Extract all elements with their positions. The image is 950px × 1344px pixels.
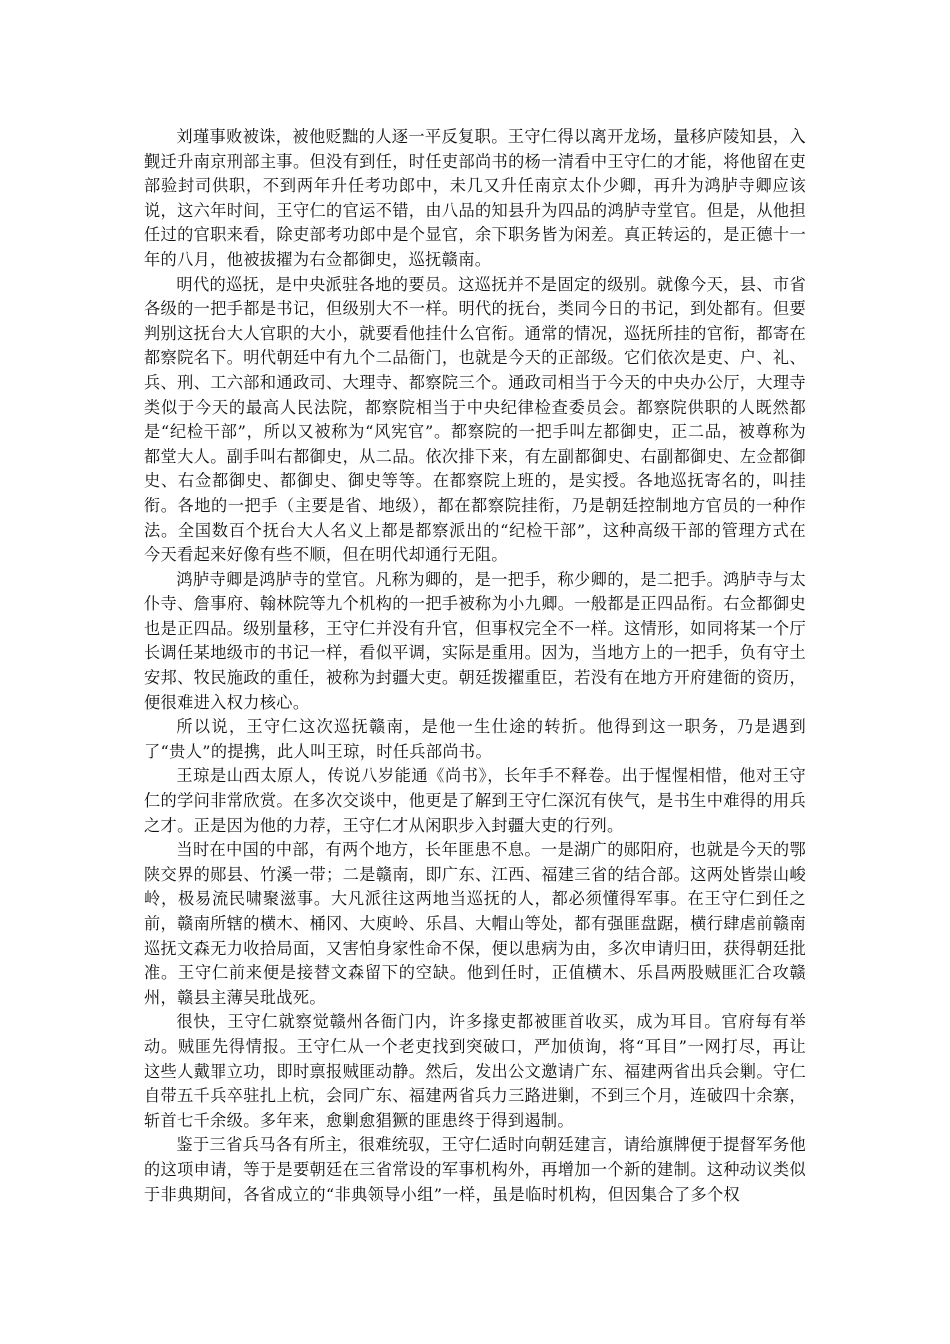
paragraph-2: 明代的巡抚，是中央派驻各地的要员。这巡抚并不是固定的级别。就像今天，县、市省各级的一把手都是书记，但级别大不一样。明代的抚台，类同今日的书记，到处都有。但要判别这抚台大人官职的大小，就要看他挂什么官衔。通常的情况，巡抚所挂的官衔，都寄在都察院名下。明代朝廷中有九个二品衙门，也就是今天的正部级。它们依次是吏、户、礼、兵、刑、工六部和通政司、大理寺、都察院三个。通政司相当于今天的中央办公厅，大理寺类似于今天的最高人民法院，都察院相当于中央纪律检查委员会。都察院供职的人既然都是“纪检干部”，所以又被称为“风宪官”。都察院的一把手叫左都御史，正二品，被尊称为都堂大人。副手叫右都御史，从二品。依次排下来，有左副都御史、右副都御史、左佥都御史、右佥都御史、都御史、御史等等。在都察院上班的，是实授。各地巡抚寄名的，叫挂衔。各地的一把手（主要是省、地级），都在都察院挂衔，乃是朝廷控制地方官员的一种作法。全国数百个抚台大人名义上都是都察派出的“纪检干部”，这种高级干部的管理方式在今天看起来好像有些不顺，但在明代却通行无阻。 — [144, 274, 806, 565]
paragraph-5: 王琼是山西太原人，传说八岁能通《尚书》，长年手不释卷。出于惺惺相惜，他对王守仁的学问非常欣赏。在多次交谈中，他更是了解到王守仁深沉有侠气，是书生中难得的用兵之才。正是因为他的力荐，王守仁才从闲职步入封疆大吏的行列。 — [144, 766, 806, 835]
paragraph-3: 鸿胪寺卿是鸿胪寺的堂官。凡称为卿的，是一把手，称少卿的，是二把手。鸿胪寺与太仆寺、詹事府、翰林院等九个机构的一把手被称为小九卿。一般都是正四品衔。右佥都御史也是正四品。级别量移，王守仁并没有升官，但事权完全不一样。这情形，如同将某一个厅长调任某地级市的书记一样，看似平调，实际是重用。因为，当地方上的一把手，负有守土安邦、牧民施政的重任，被称为封疆大吏。朝廷拨擢重臣，若没有在地方开府建衙的资历，便很难进入权力核心。 — [144, 569, 806, 712]
paragraph-4: 所以说，王守仁这次巡抚赣南，是他一生仕途的转折。他得到这一职务，乃是遇到了“贵人”的提携，此人叫王琼，时任兵部尚书。 — [144, 717, 806, 761]
paragraph-8: 鉴于三省兵马各有所主，很难统驭，王守仁适时向朝廷建言，请给旗牌便于提督军务他的这项申请，等于是要朝廷在三省常设的军事机构外，再增加一个新的建制。这种动议类似于非典期间，各省成立的“非典领导小组”一样，虽是临时机构，但因集合了多个权 — [144, 1135, 806, 1204]
paragraph-7: 很快，王守仁就察觉赣州各衙门内，许多掾吏都被匪首收买，成为耳目。官府每有举动。贼匪先得情报。王守仁从一个老吏找到突破口，严加侦询，将“耳目”一网打尽，再让这些人戴罪立功，即时禀报贼匪动静。然后，发出公文邀请广东、福建两省出兵会剿。守仁自带五千兵卒驻扎上杭，会同广东、福建两省兵力三路进剿，不到三个月，连破四十余寨，斩首七千余级。多年来，愈剿愈猖獗的匪患终于得到遏制。 — [144, 1012, 806, 1130]
body-text — [144, 125, 806, 1207]
paragraph-1: 刘瑾事败被诛，被他贬黜的人逐一平反复职。王守仁得以离开龙场，量移庐陵知县，入觐迁升南京刑部主事。但没有到任，时任吏部尚书的杨一清看中王守仁的才能，将他留在吏部验封司供职，不到两年升任考功郎中，未几又升任南京太仆少卿，再升为鸿胪寺卿应该说，这六年时间，王守仁的官运不错，由八品的知县升为四品的鸿胪寺堂官。但是，从他担任过的官职来看，除吏部考功郎中是个显官，余下职务皆为闲差。真正转运的，是正德十一年的八月，他被拔擢为右佥都御史，巡抚赣南。 — [144, 127, 806, 269]
paragraph-6: 当时在中国的中部，有两个地方，长年匪患不息。一是湖广的郧阳府，也就是今天的鄂陕交界的郧县、竹溪一带；二是赣南，即广东、江西、福建三省的结合部。这两处皆崇山峻岭，极易流民啸聚滋事。大凡派往这两地当巡抚的人，都必须懂得军事。在王守仁到任之前，赣南所辖的横木、桶冈、大庾岭、乐昌、大帽山等处，都有强匪盘踞，横行肆虐前赣南巡抚文森无力收拾局面，又害怕身家性命不保，便以患病为由，多次申请归田，获得朝廷批准。王守仁前来便是接替文森留下的空缺。他到任时，正值横木、乐昌两股贼匪汇合攻赣州，赣县主薄吴玭战死。 — [144, 840, 806, 1007]
